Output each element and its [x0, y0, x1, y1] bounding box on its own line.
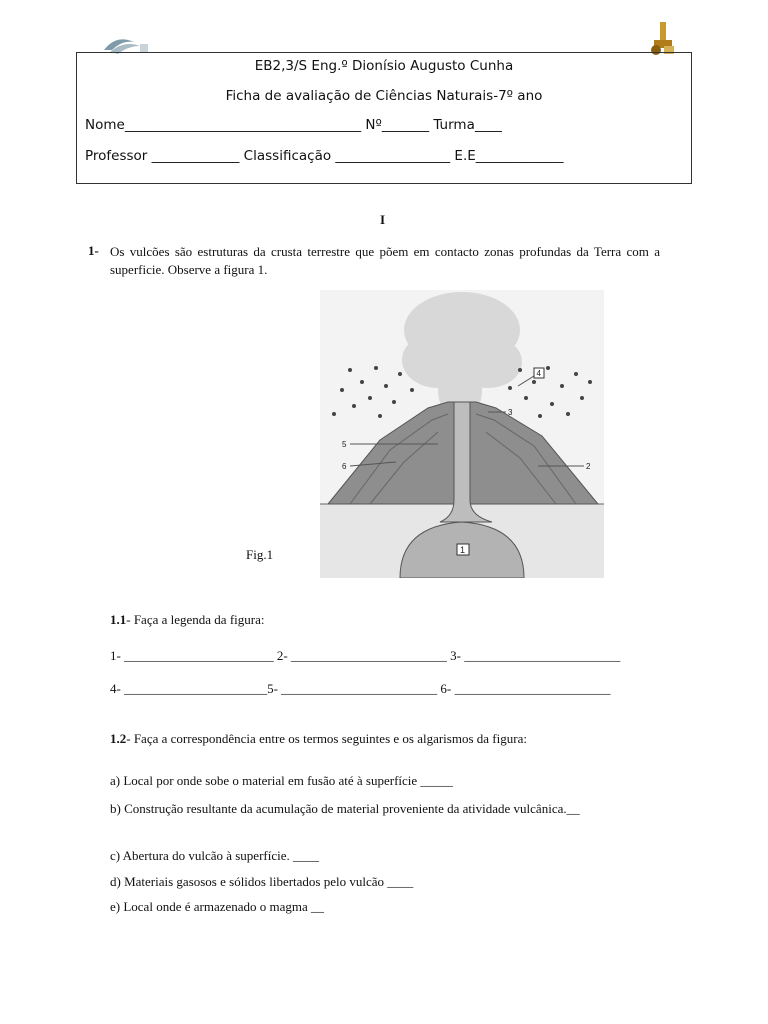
question-1-2-number: 1.2 [110, 731, 127, 746]
question-1-1-number: 1.1 [110, 612, 127, 627]
question-1-number: 1- [88, 243, 99, 258]
figure-label-1: 1 [460, 545, 466, 555]
question-1-1 [110, 612, 264, 628]
figure-label-3: 3 [508, 408, 513, 417]
question-1-2 [110, 731, 527, 747]
school-name: EB2,3/S Eng.º Dionísio Augusto Cunha [254, 58, 514, 74]
figure-label-4: 4 [536, 369, 541, 378]
volcano-figure [320, 290, 604, 578]
match-item-c[interactable]: c) Abertura do vulcão à superfície. ____ [110, 848, 320, 863]
figure-label-2: 2 [586, 462, 591, 471]
question-1-text: Os vulcões são estruturas da crusta terrestre que põem em contacto zonas profundas da Terra com a superficie. Observe a figura 1. [110, 244, 660, 277]
match-item-e[interactable]: e) Local onde é armazenado o magma __ [110, 899, 325, 914]
header-box [76, 52, 692, 184]
question-1-2-text: - Faça a correspondência entre os termos seguintes e os algarismos da figura: [126, 731, 527, 746]
question-1-1-text: - Faça a legenda da figura: [126, 612, 265, 627]
match-item-b[interactable]: b) Construção resultante da acumulação de material proveniente da atividade vulcânica.__ [110, 801, 580, 816]
teacher-grade-line[interactable]: Professor _____________ Classificação _________________ E.E_____________ [85, 148, 564, 164]
science-logo-right [646, 20, 676, 56]
worksheet-title: Ficha de avaliação de Ciências Naturais-7º ano [225, 88, 543, 104]
student-info-line[interactable]: Nome___________________________________ Nº_______ Turma____ [85, 117, 502, 133]
figure-caption: Fig.1 [246, 547, 274, 562]
section-heading: I [380, 212, 386, 227]
figure-label-5: 5 [342, 440, 347, 449]
match-item-d[interactable]: d) Materiais gasosos e sólidos libertados pelo vulcão ____ [110, 874, 414, 889]
match-item-a[interactable]: a) Local por onde sobe o material em fusão até à superfície _____ [110, 773, 453, 788]
figure-label-6: 6 [342, 462, 347, 471]
legend-answer-line-1[interactable]: 1- _______________________ 2- ________________________ 3- ________________________ [110, 648, 621, 663]
legend-answer-line-2[interactable]: 4- ______________________5- ________________________ 6- ________________________ [110, 681, 611, 696]
